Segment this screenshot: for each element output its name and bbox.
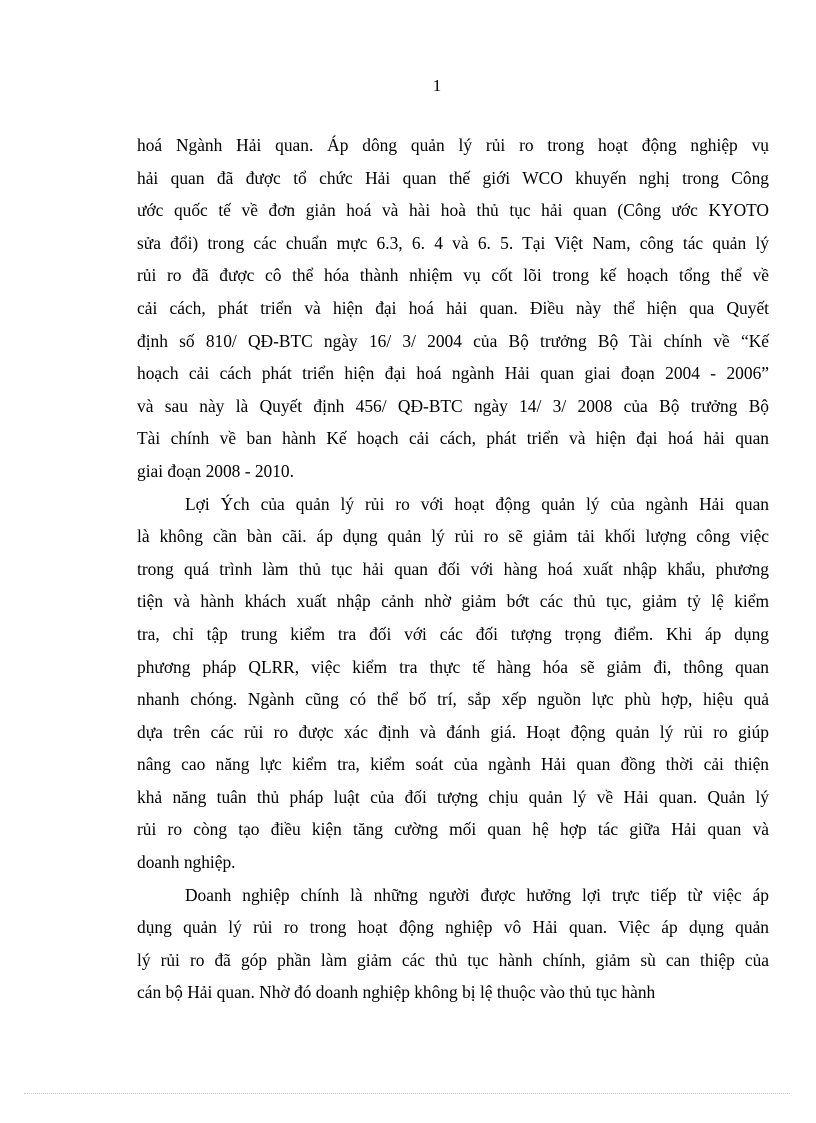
- page-bottom-divider: [24, 1093, 790, 1094]
- text-line: Lợi Ých của quản lý rủi ro với hoạt động quản lý của ngành Hải quan: [185, 493, 769, 514]
- text-line: ước quốc tế về đơn giản hoá và hài hoà thủ tục hải quan (Công ước KYOTO: [137, 200, 769, 221]
- text-line: hoạch cải cách phát triển hiện đại hoá ngành Hải quan giai đoạn 2004 - 2006”: [137, 363, 769, 384]
- text-line: dựa trên các rủi ro được xác định và đánh giá. Hoạt động quản lý rủi ro giúp: [137, 721, 769, 742]
- text-line: cán bộ Hải quan. Nhờ đó doanh nghiệp không bị lệ thuộc vào thủ tục hành: [137, 982, 656, 1003]
- text-line: là không cần bàn cãi. áp dụng quản lý rủi ro sẽ giảm tải khối lượng công việc: [137, 526, 769, 547]
- text-line: trong quá trình làm thủ tục hải quan đối với hàng hoá xuất nhập khẩu, phương: [137, 558, 769, 579]
- text-line: khả năng tuân thủ pháp luật của đối tượng chịu quản lý về Hải quan. Quản lý: [137, 786, 769, 807]
- text-line: hoá Ngành Hải quan. Áp dông quản lý rủi ro trong hoạt động nghiệp vụ: [137, 135, 769, 155]
- page-number: 1: [432, 76, 442, 95]
- text-line: nhanh chóng. Ngành cũng có thể bố trí, sắp xếp nguồn lực phù hợp, hiệu quả: [137, 689, 769, 710]
- body-text: [137, 129, 769, 1009]
- text-line: tiện và hành khách xuất nhập cảnh nhờ giảm bớt các thủ tục, giảm tỷ lệ kiểm: [137, 591, 769, 612]
- text-line: sửa đổi) trong các chuẩn mực 6.3, 6. 4 và 6. 5. Tại Việt Nam, công tác quản lý: [137, 232, 769, 253]
- text-line: phương pháp QLRR, việc kiểm tra thực tế hàng hóa sẽ giảm đi, thông quan: [137, 656, 769, 677]
- text-line: Tài chính về ban hành Kế hoạch cải cách, phát triển và hiện đại hoá hải quan: [137, 428, 769, 449]
- text-line: và sau này là Quyết định 456/ QĐ-BTC ngày 14/ 3/ 2008 của Bộ trưởng Bộ: [137, 395, 769, 416]
- paragraph-3: [137, 879, 769, 1009]
- text-line: doanh nghiệp.: [137, 852, 236, 873]
- text-line: hải quan đã được tổ chức Hải quan thế giới WCO khuyến nghị trong Công: [137, 167, 769, 188]
- text-line: Doanh nghiệp chính là những người được hưởng lợi trực tiếp từ việc áp: [185, 884, 769, 905]
- text-line: rủi ro còng tạo điều kiện tăng cường mối quan hệ hợp tác giữa Hải quan và: [137, 819, 769, 840]
- text-line: rủi ro đã được cô thể hóa thành nhiệm vụ cốt lõi trong kế hoạch tổng thể về: [137, 265, 769, 286]
- text-line: giai đoạn 2008 - 2010.: [137, 460, 294, 481]
- text-line: cải cách, phát triển và hiện đại hoá hải quan. Điều này thể hiện qua Quyết: [137, 297, 769, 318]
- text-line: tra, chỉ tập trung kiểm tra đối với các đối tượng trọng điểm. Khi áp dụng: [137, 623, 769, 644]
- text-line: dụng quản lý rủi ro trong hoạt động nghiệp vô Hải quan. Việc áp dụng quản: [137, 917, 769, 938]
- paragraph-1: [137, 129, 769, 488]
- text-line: nâng cao năng lực kiểm tra, kiểm soát của ngành Hải quan đồng thời cải thiện: [137, 754, 769, 775]
- text-line: lý rủi ro đã góp phần làm giảm các thủ tục hành chính, giảm sù can thiệp của: [137, 949, 769, 970]
- text-line: định số 810/ QĐ-BTC ngày 16/ 3/ 2004 của Bộ trưởng Bộ Tài chính về “Kế: [137, 330, 769, 351]
- paragraph-2: [137, 488, 769, 879]
